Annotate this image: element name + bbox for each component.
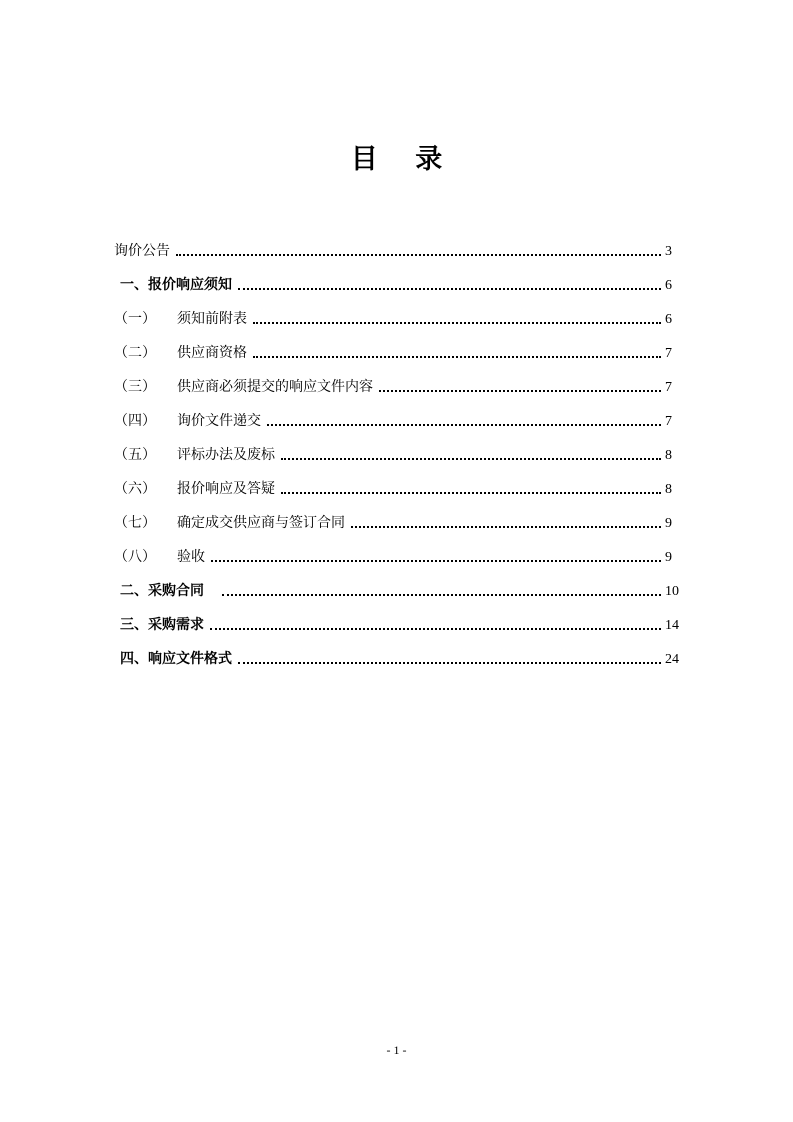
- toc-entry-label: 须知前附表: [177, 311, 247, 327]
- toc-entry-label: 三、采购需求: [120, 617, 204, 633]
- dot-leader: [210, 628, 661, 630]
- page-title: 目 录: [350, 144, 457, 175]
- toc-entry-label: 一、报价响应须知: [120, 277, 232, 293]
- toc-entry-number: （三）: [114, 379, 156, 395]
- dot-leader: [238, 662, 661, 664]
- toc-entry[interactable]: [114, 336, 672, 370]
- dot-leader: [222, 594, 661, 596]
- toc-entry-page: 24: [665, 652, 679, 667]
- toc-entry-number: （五）: [114, 447, 156, 463]
- dot-leader: [281, 492, 661, 494]
- dot-leader: [253, 322, 661, 324]
- dot-leader: [281, 458, 661, 460]
- toc-entry-page: 7: [665, 380, 672, 395]
- toc-entry-page: 7: [665, 346, 672, 361]
- toc-entry[interactable]: [114, 438, 672, 472]
- dot-leader: [211, 560, 661, 562]
- toc-entry[interactable]: [114, 302, 672, 336]
- toc-entry-page: 6: [665, 312, 672, 327]
- dot-leader: [176, 254, 661, 256]
- toc-entry-label: 询价文件递交: [177, 413, 261, 429]
- toc-entry-page: 6: [665, 278, 672, 293]
- toc-entry-page: 9: [665, 550, 672, 565]
- toc-entry[interactable]: [114, 404, 672, 438]
- toc-entry[interactable]: [120, 642, 679, 676]
- toc-entry-number: （八）: [114, 549, 156, 565]
- page-number-footer: - 1 -: [386, 1043, 407, 1057]
- toc-entry-page: 8: [665, 448, 672, 463]
- dot-leader: [238, 288, 661, 290]
- toc-entry-page: 9: [665, 516, 672, 531]
- toc-entry-label: 验收: [177, 549, 205, 565]
- toc-entry-label: 评标办法及废标: [177, 447, 275, 463]
- toc-entry-label: 供应商必须提交的响应文件内容: [177, 379, 373, 395]
- toc-entry-number: （一）: [114, 311, 156, 327]
- toc-entry-page: 10: [665, 584, 679, 599]
- toc-entry-page: 3: [665, 244, 672, 259]
- toc-entry-label: 四、响应文件格式: [120, 651, 232, 667]
- toc-entry[interactable]: [120, 608, 679, 642]
- dot-leader: [379, 390, 661, 392]
- toc-entry-page: 7: [665, 414, 672, 429]
- toc-entry-number: （六）: [114, 481, 156, 497]
- dot-leader: [253, 356, 661, 358]
- toc-entry[interactable]: [114, 234, 672, 268]
- toc-entry[interactable]: [120, 268, 672, 302]
- toc-entry[interactable]: [114, 472, 672, 506]
- toc-entry-label: 供应商资格: [177, 345, 247, 361]
- toc-entry-number: （四）: [114, 413, 156, 429]
- toc-entry-label: 报价响应及答疑: [177, 481, 275, 497]
- toc-entry-label: 二、采购合同: [120, 583, 204, 599]
- toc-entry[interactable]: [120, 574, 679, 608]
- toc-entry[interactable]: [114, 370, 672, 404]
- toc-entry-label: 询价公告: [114, 243, 170, 259]
- toc-entry-page: 14: [665, 618, 679, 633]
- toc-entry[interactable]: [114, 540, 672, 574]
- toc-entry-number: （七）: [114, 515, 156, 531]
- toc-entry-label: 确定成交供应商与签订合同: [177, 515, 345, 531]
- dot-leader: [351, 526, 661, 528]
- toc-entry[interactable]: [114, 506, 672, 540]
- dot-leader: [267, 424, 661, 426]
- toc-entry-page: 8: [665, 482, 672, 497]
- toc-entry-number: （二）: [114, 345, 156, 361]
